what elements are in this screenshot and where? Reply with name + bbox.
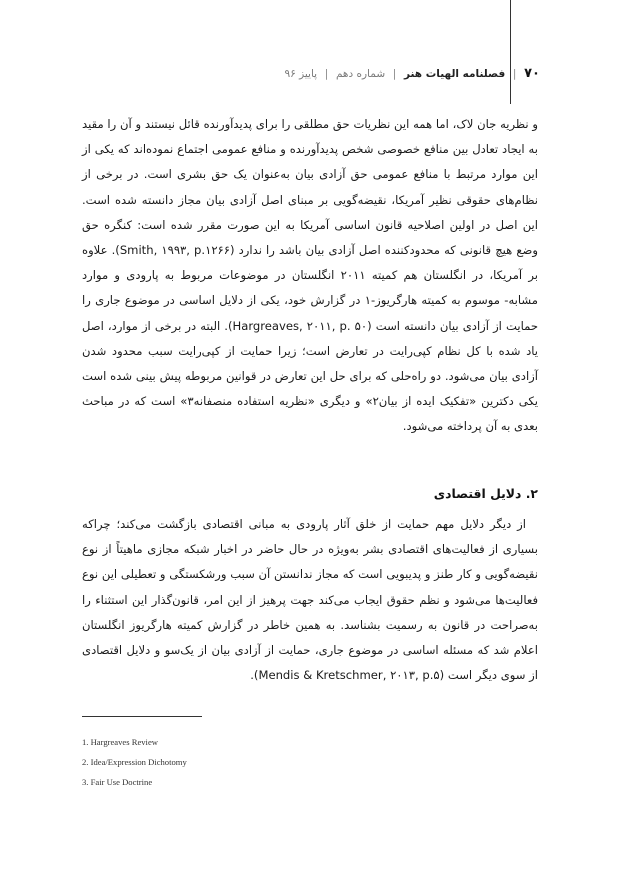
header-separator: | — [512, 68, 517, 80]
running-header — [284, 66, 540, 81]
header-separator: | — [392, 68, 397, 80]
header-vertical-rule — [510, 0, 511, 104]
journal-title: فصلنامه الهیات هنر — [403, 68, 506, 80]
footnote-divider — [82, 716, 202, 717]
footnotes — [82, 732, 187, 792]
body-paragraph-2: از دیگر دلایل مهم حمایت از خلق آثار پارودی به مبانی اقتصادی بازگشت می‌کند؛ چراکه بسیاری از فعالیت‌های اقتصادی بشر به‌ویژه در حال حاضر در اخبار شبکه مجازی ماهیتاً از نوع نقیضه‌گویی و کار طنز و پدیبویی است که مجاز ندانستن آن سبب ورشکستگی و تعطیلی این نوع فعالیت‌ها می‌شود و نظم حقوق ایجاب می‌کند جهت پرهیز از این امر، قانون‌گذار این استثناء را به‌صراحت در قانون به رسمیت بشناسد. به همین خاطر در گزارش کمیته هارگریوز انگلستان اعلام شد که مسئله اساسی در موضوع جاری، حمایت از آزادی بیان از یک‌سو و دلایل اقتصادی از سوی دیگر است (Mendis & Kretschmer, ۲۰۱۳, p.۵). — [82, 517, 538, 683]
footnote-3: 3. Fair Use Doctrine — [82, 777, 153, 787]
body-paragraph-1: و نظریه جان لاک، اما همه این نظریات حق مطلقی را برای پدیدآورنده قائل نیستند و آن را مقید به ایجاد تعادل بین منافع خصوصی شخص پدیدآورنده و منافع عمومی اجتماع نموده‌اند که یکی از این موارد مرتبط با منافع عمومی حق آزادی بیان به‌عنوان یک حق بشری است. در برخی از نظام‌های حقوقی نظیر آمریکا، نقیضه‌گویی بر مبنای اصل آزادی بیان مجاز دانسته شده است. این اصل در اولین اصلاحیه قانون اساسی آمریکا به این صورت مقرر شده است: کنگره حق وضع هیچ قانونی که محدودکننده اصل آزادی بیان باشد را ندارد (Smith, ۱۹۹۳, p.۱۲۶۶). علاوه بر آمریکا، در انگلستان هم کمیته ۲۰۱۱ انگلستان در موضوعات مربوط به پارودی و موارد مشابه- موسوم به کمیته هارگریوز-۱ در گزارش خود، یکی از دلایل اساسی در موضوع جاری را حمایت از آزادی بیان دانسته است (Hargreaves, ۲۰۱۱, p. ۵۰). البته در برخی از موارد، اصل یاد شده با کل نظام کپی‌رایت در تعارض است؛ زیرا حمایت از کپی‌رایت سبب محدود شدن آزادی بیان می‌شود. دو راه‌حلی که برای حل این تعارض در قوانین مربوطه پیش بینی شده است یکی دکترین «تفکیک ایده از بیان۲» و دیگری «نظریه استفاده منصفانه۳» است که در مباحث بعدی به آن پرداخته می‌شود. — [82, 117, 538, 434]
issue-label: شماره دهم — [335, 68, 386, 80]
header-separator: | — [324, 68, 329, 80]
footnote-2: 2. Idea/Expression Dichotomy — [82, 757, 187, 767]
section-heading: ۲. دلایل اقتصادی — [433, 486, 538, 501]
page-number: ۷۰ — [524, 66, 540, 81]
footnote-1: 1. Hargreaves Review — [82, 737, 158, 747]
season-label: پاییز ۹۶ — [284, 68, 318, 80]
